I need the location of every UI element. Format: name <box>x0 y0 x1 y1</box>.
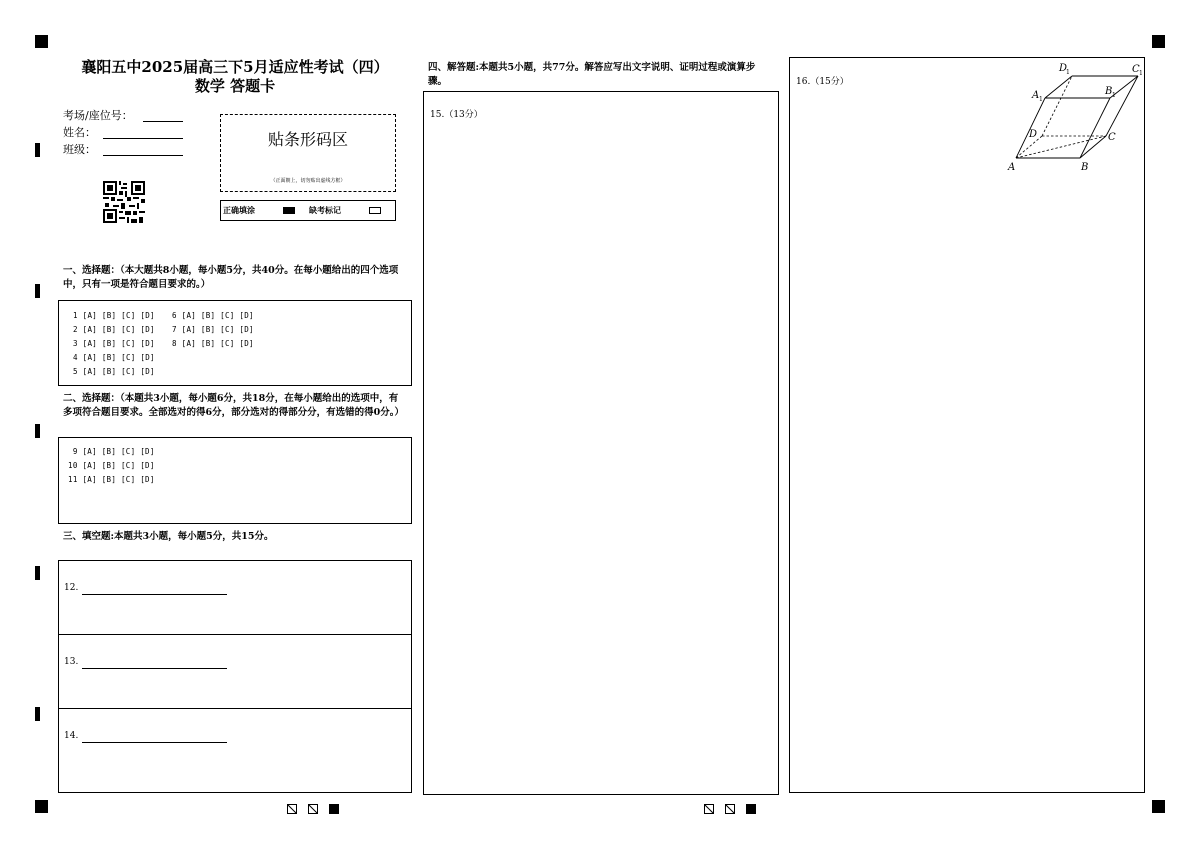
name-label: 姓名： <box>63 126 96 139</box>
mc-row-right[interactable]: 7 [A] [B] [C] [D] <box>172 325 254 334</box>
vertex-label-B1: B <box>1105 86 1113 97</box>
vertex-label-D: D <box>1029 129 1038 140</box>
exam-title-line1: 襄阳五中2025届高三下5月适应性考试（四） <box>81 58 389 76</box>
corner-mark-top-left <box>35 35 48 48</box>
corner-mark-bottom-left <box>35 800 48 813</box>
vertex-label-A1: A <box>1032 90 1040 101</box>
fill-blank-answer-line[interactable] <box>82 594 227 595</box>
vertex-label-C: C <box>1108 132 1116 143</box>
exam-title <box>55 58 415 96</box>
fill-blank-box-14 <box>58 708 412 793</box>
mc-row-left[interactable]: 4 [A] [B] [C] [D] <box>73 353 155 362</box>
side-mark <box>35 284 40 298</box>
section2-answer-box <box>58 437 412 524</box>
room-seat-label: 考场/座位号： <box>63 109 133 122</box>
fill-blank-number: 13. <box>64 657 79 667</box>
correct-fill-label: 正确填涂 <box>223 205 255 215</box>
side-mark <box>35 566 40 580</box>
mc-row-left[interactable]: 3 [A] [B] [C] [D] <box>73 339 155 348</box>
mc-row-right[interactable]: 8 [A] [B] [C] [D] <box>172 339 254 348</box>
side-mark <box>35 424 40 438</box>
vertex-label-A1-sub: 1 <box>1039 96 1043 103</box>
side-mark <box>35 143 40 157</box>
section1-answer-box <box>58 300 412 386</box>
q15-label: 15.（13分） <box>430 110 483 120</box>
answer-box-q15[interactable] <box>423 91 779 795</box>
section2-heading: 二、选择题：（本题共3小题，每小题6分，共18分，在每小题给出的选项中，有多项符合题目要求。全部选对的得6分，部分选对的得部分分，有选错的得0分。） <box>63 393 404 418</box>
page-mark-slash-icon <box>704 804 714 814</box>
vertex-label-A: A <box>1008 162 1016 173</box>
section1-heading: 一、选择题：（本大题共8小题，每小题5分，共40分。在每小题给出的四个选项中，只有一项是符合题目要求的。） <box>63 265 399 290</box>
qr-code-icon <box>103 181 145 223</box>
corner-mark-bottom-right <box>1152 800 1165 813</box>
vertex-label-C1-sub: 1 <box>1139 70 1143 77</box>
vertex-label-B1-sub: 1 <box>1112 92 1116 99</box>
barcode-area-title: 贴条形码区 <box>267 130 348 149</box>
vertex-label-B: B <box>1081 162 1089 173</box>
section3-heading: 三、填空题:本题共3小题，每小题5分，共15分。 <box>63 531 274 542</box>
page-mark-slash-icon <box>287 804 297 814</box>
mc-row-left[interactable]: 1 [A] [B] [C] [D] <box>73 311 155 320</box>
fill-legend <box>220 200 396 221</box>
page-mark-filled-icon <box>329 804 339 814</box>
fill-blank-box-12 <box>58 560 412 635</box>
fill-blank-box-13 <box>58 634 412 709</box>
parallelepiped-figure <box>1000 58 1150 178</box>
page-mark-slash-icon <box>308 804 318 814</box>
side-mark <box>35 707 40 721</box>
room-seat-field[interactable] <box>143 108 183 122</box>
barcode-area-note: （正面朝上，切勿贴出虚线方框） <box>270 178 346 184</box>
mc-row[interactable]: 11 [A] [B] [C] [D] <box>68 475 155 484</box>
fill-blank-answer-line[interactable] <box>82 668 227 669</box>
absent-mark-box[interactable] <box>369 207 381 214</box>
mc-row-right[interactable]: 6 [A] [B] [C] [D] <box>172 311 254 320</box>
mc-row-left[interactable]: 5 [A] [B] [C] [D] <box>73 367 155 376</box>
exam-title-line2: 数学 答题卡 <box>194 77 276 95</box>
correct-fill-sample-icon <box>283 207 295 214</box>
vertex-label-D1: D <box>1059 63 1068 74</box>
barcode-area <box>220 114 396 192</box>
name-field[interactable] <box>103 125 183 139</box>
page-mark-filled-icon <box>746 804 756 814</box>
page-mark-slash-icon <box>725 804 735 814</box>
absent-mark-label: 缺考标记 <box>309 205 341 215</box>
fill-blank-answer-line[interactable] <box>82 742 227 743</box>
fill-blank-number: 14. <box>64 731 79 741</box>
mc-row[interactable]: 9 [A] [B] [C] [D] <box>68 447 155 456</box>
fill-blank-number: 12. <box>64 583 79 593</box>
q16-label: 16.（15分） <box>796 77 849 87</box>
vertex-label-D1-sub: 1 <box>1066 69 1070 76</box>
vertex-label-C1: C <box>1132 64 1140 75</box>
section4-heading: 四、解答题:本题共5小题，共77分。解答应写出文字说明、证明过程或演算步骤。 <box>428 62 756 87</box>
mc-row[interactable]: 10 [A] [B] [C] [D] <box>68 461 155 470</box>
mc-row-left[interactable]: 2 [A] [B] [C] [D] <box>73 325 155 334</box>
class-label: 班级： <box>63 143 96 156</box>
corner-mark-top-right <box>1152 35 1165 48</box>
class-field[interactable] <box>103 142 183 156</box>
